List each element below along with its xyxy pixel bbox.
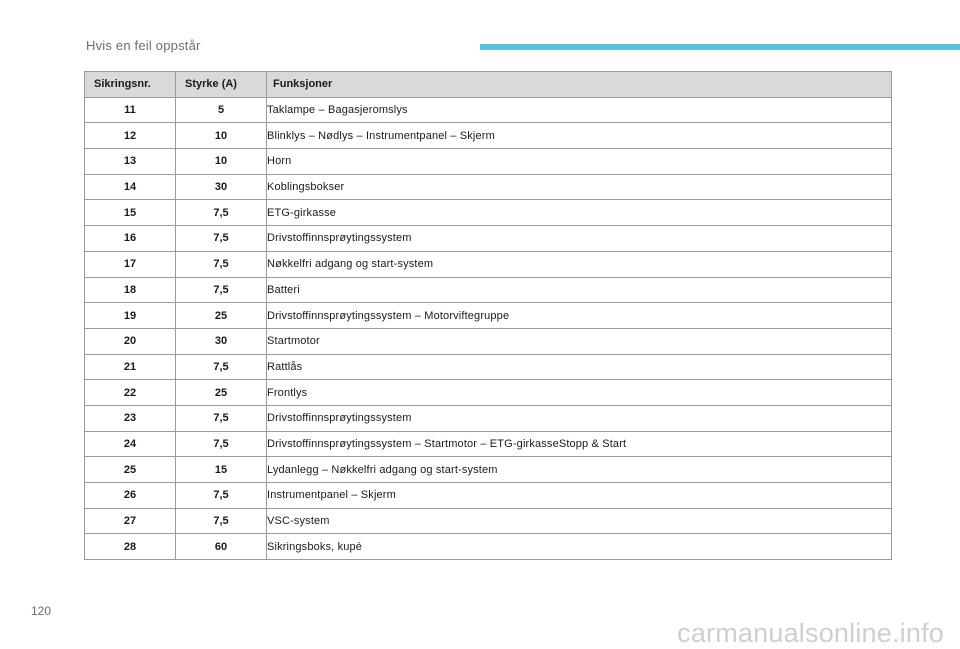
function-cell: Drivstoffinnsprøytingssystem – Motorviftegruppe [267,303,892,329]
function-cell: Koblingsbokser [267,174,892,200]
function-cell: Rattlås [267,354,892,380]
fuse-table [84,71,892,560]
amperage-cell: 7,5 [176,508,267,534]
table-header-row [85,72,892,98]
function-cell: Lydanlegg – Nøkkelfri adgang og start-system [267,457,892,483]
table-row [85,431,892,457]
fuse-number-cell: 21 [85,354,176,380]
header-accent-bar [480,44,960,50]
table-body [85,97,892,559]
table-row [85,483,892,509]
fuse-number-cell: 14 [85,174,176,200]
fuse-number-cell: 27 [85,508,176,534]
watermark: carmanualsonline.info [677,618,944,648]
amperage-cell: 7,5 [176,251,267,277]
amperage-cell: 7,5 [176,277,267,303]
column-header-fuse-number: Sikringsnr. [85,72,176,98]
amperage-cell: 5 [176,97,267,123]
table-row [85,251,892,277]
function-cell: Sikringsboks, kupé [267,534,892,560]
fuse-number-cell: 19 [85,303,176,329]
function-cell: Drivstoffinnsprøytingssystem – Startmotor – ETG-girkasseStopp & Start [267,431,892,457]
amperage-cell: 25 [176,303,267,329]
amperage-cell: 7,5 [176,354,267,380]
table-row [85,534,892,560]
table-row [85,123,892,149]
amperage-cell: 60 [176,534,267,560]
amperage-cell: 15 [176,457,267,483]
fuse-number-cell: 15 [85,200,176,226]
table-row [85,200,892,226]
table-row [85,277,892,303]
page-number: 120 [31,604,52,618]
fuse-number-cell: 26 [85,483,176,509]
function-cell: Drivstoffinnsprøytingssystem [267,405,892,431]
column-header-functions: Funksjoner [267,72,892,98]
amperage-cell: 10 [176,149,267,175]
amperage-cell: 7,5 [176,405,267,431]
fuse-number-cell: 24 [85,431,176,457]
table-row [85,303,892,329]
table-row [85,174,892,200]
amperage-cell: 7,5 [176,200,267,226]
amperage-cell: 10 [176,123,267,149]
fuse-number-cell: 11 [85,97,176,123]
amperage-cell: 7,5 [176,483,267,509]
table-row [85,380,892,406]
fuse-number-cell: 20 [85,328,176,354]
fuse-number-cell: 18 [85,277,176,303]
amperage-cell: 30 [176,174,267,200]
function-cell: Taklampe – Bagasjeromslys [267,97,892,123]
fuse-number-cell: 25 [85,457,176,483]
amperage-cell: 30 [176,328,267,354]
table-row [85,149,892,175]
amperage-cell: 7,5 [176,431,267,457]
table-row [85,97,892,123]
amperage-cell: 7,5 [176,226,267,252]
table-row [85,328,892,354]
column-header-amperage: Styrke (A) [176,72,267,98]
function-cell: Instrumentpanel – Skjerm [267,483,892,509]
function-cell: VSC-system [267,508,892,534]
function-cell: Startmotor [267,328,892,354]
table-row [85,226,892,252]
fuse-number-cell: 22 [85,380,176,406]
fuse-number-cell: 23 [85,405,176,431]
function-cell: Blinklys – Nødlys – Instrumentpanel – Skjerm [267,123,892,149]
function-cell: Frontlys [267,380,892,406]
fuse-number-cell: 17 [85,251,176,277]
fuse-number-cell: 12 [85,123,176,149]
table-row [85,457,892,483]
amperage-cell: 25 [176,380,267,406]
section-title: Hvis en feil oppstår [86,38,201,53]
function-cell: Horn [267,149,892,175]
table-row [85,405,892,431]
fuse-number-cell: 16 [85,226,176,252]
fuse-number-cell: 28 [85,534,176,560]
table-row [85,508,892,534]
function-cell: Drivstoffinnsprøytingssystem [267,226,892,252]
function-cell: Nøkkelfri adgang og start-system [267,251,892,277]
function-cell: ETG-girkasse [267,200,892,226]
table-row [85,354,892,380]
fuse-number-cell: 13 [85,149,176,175]
function-cell: Batteri [267,277,892,303]
